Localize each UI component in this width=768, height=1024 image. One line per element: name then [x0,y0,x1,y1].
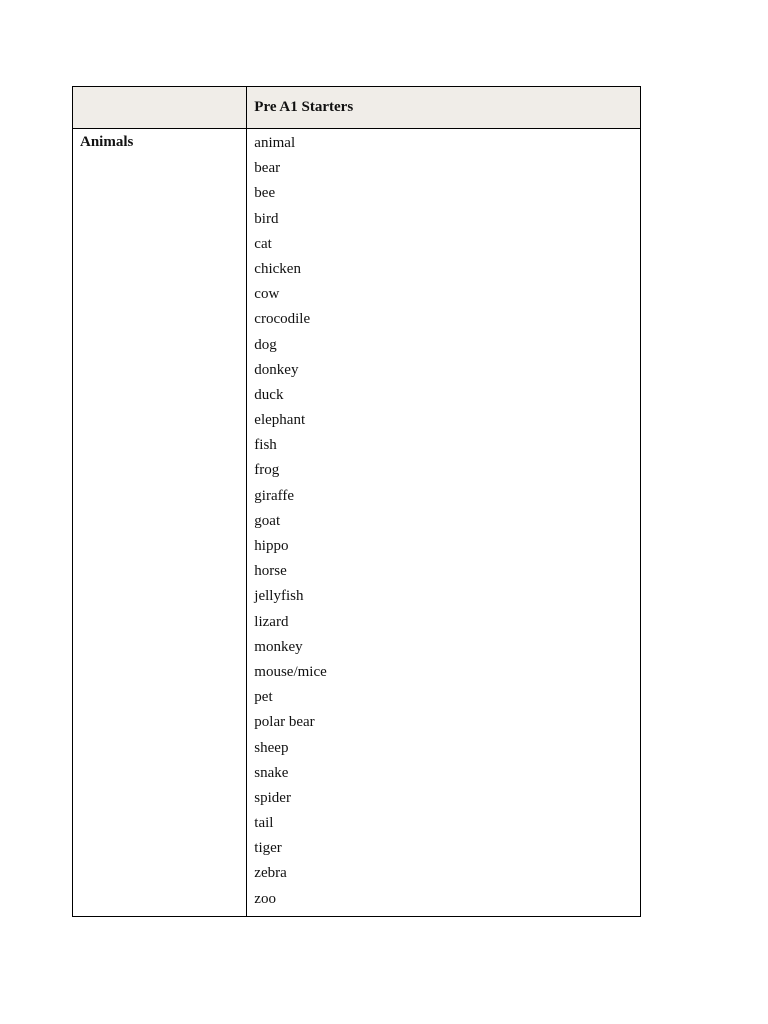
list-item: lizard [254,613,289,630]
list-item: spider [254,789,291,806]
list-item: dog [254,336,277,353]
list-item: donkey [254,361,299,378]
list-item: bear [254,160,281,177]
list-item: polar bear [254,714,315,731]
list-item: tiger [254,840,282,857]
list-item: snake [254,764,289,781]
header-level-cell [247,87,641,129]
words-cell [247,129,641,917]
list-item: cat [254,235,272,252]
list-item: fish [254,437,277,454]
list-item: cow [254,286,280,303]
list-item: monkey [254,638,303,655]
list-item: tail [254,815,274,832]
list-item: bee [254,185,276,202]
list-item: zoo [254,890,276,907]
list-item: hippo [254,538,289,554]
word-list [247,129,640,916]
header-level-label: Pre A1 Starters [254,99,354,115]
list-item: duck [254,386,284,403]
category-cell [73,129,247,917]
list-item: jellyfish [254,588,304,605]
list-item: pet [254,689,273,706]
header-category-cell [73,87,247,129]
list-item: horse [254,563,287,580]
list-item: giraffe [254,487,294,504]
table-row [73,129,641,917]
list-item: chicken [254,260,301,277]
list-item: frog [254,462,280,479]
list-item: animal [254,135,296,151]
list-item: mouse/mice [254,663,327,680]
list-item: elephant [254,412,306,429]
vocabulary-table [72,86,641,917]
category-label: Animals [80,134,134,150]
list-item: crocodile [254,311,311,328]
table-header-row [73,87,641,129]
list-item: sheep [254,739,289,756]
list-item: goat [254,512,281,529]
list-item: zebra [254,865,287,882]
list-item: bird [254,210,279,227]
